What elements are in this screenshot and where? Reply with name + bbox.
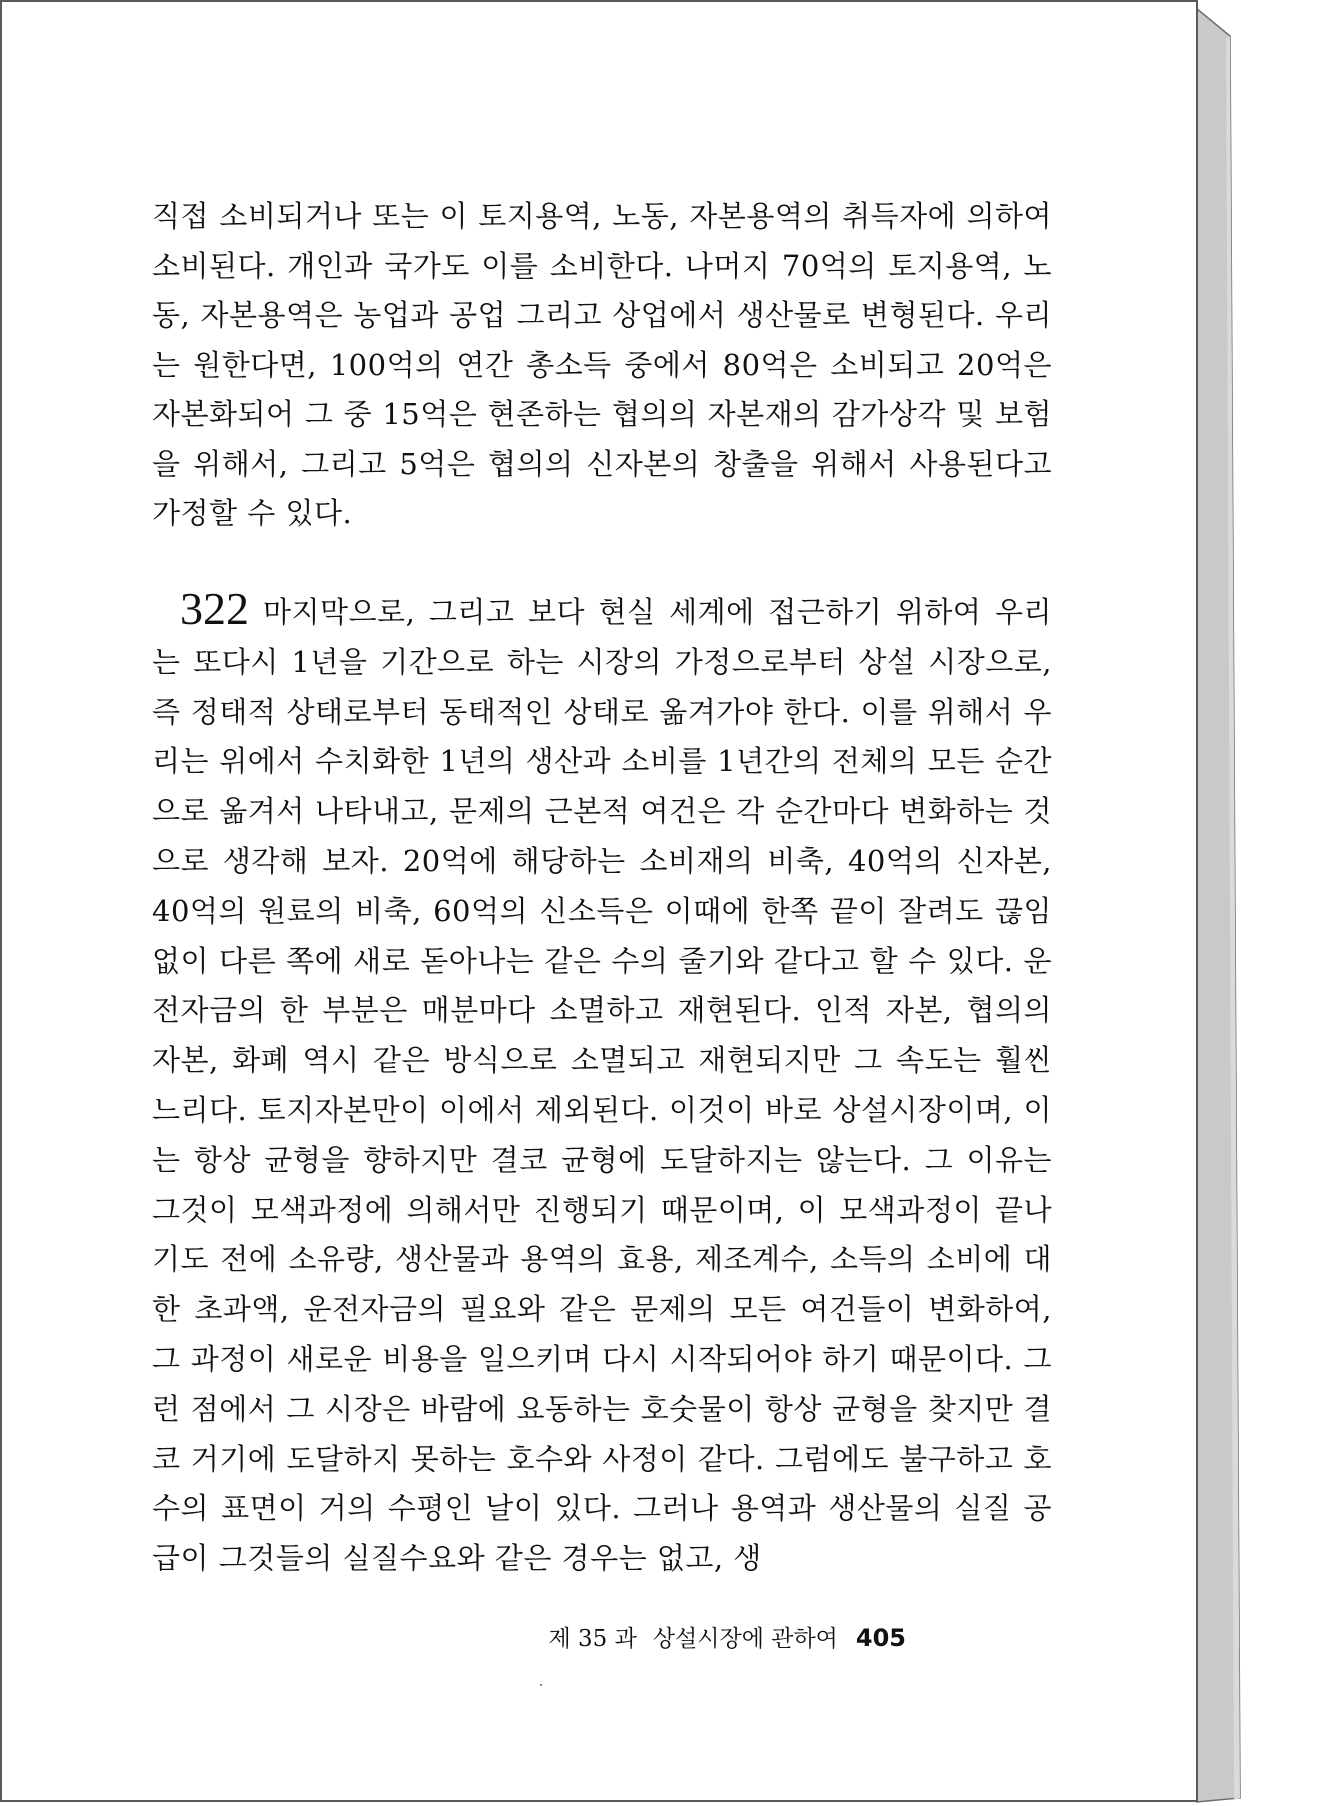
page-stack-shadow xyxy=(1196,8,1340,1806)
page-number: 405 xyxy=(855,1624,906,1652)
paragraph-section-322-text: 마지막으로, 그리고 보다 현실 세계에 접근하기 위하여 우리는 또다시 1년을 기간으로 하는 시장의 가정으로부터 상설 시장으로, 즉 정태적 상태로부터 동태적인 상태로 옮겨가야 한다. 이를 위해서 우리는 위에서 수치화한 1년의 생산과 소비를 1년간의 전체의 모든 순간으로 옮겨서 나타내고, 문제의 근본적 여건은 각 순간마다 변화하는 것으로 생각해 보자. 20억에 해당하는 소비재의 비축, 40억의 신자본, 40억의 원료의 비축, 60억의 신소득은 이때에 한쪽 끝이 잘려도 끊임없이 다른 쪽에 새로 돋아나는 같은 수의 줄기와 같다고 할 수 있다. 운전자금의 한 부분은 매분마다 소멸하고 재현된다. 인적 자본, 협의의 자본, 화폐 역시 같은 방식으로 소멸되고 재현되지만 그 속도는 훨씬 느리다. 토지자본만이 이에서 제외된다. 이것이 바로 상설시장이며, 이는 항상 균형을 향하지만 결코 균형에 도달하지는 않는다. 그 이유는 그것이 모색과정에 의해서만 진행되기 때문이며, 이 모색과정이 끝나기도 전에 소유량, 생산물과 용역의 효용, 제조계수, 소득의 소비에 대한 초과액, 운전자금의 필요와 같은 문제의 모든 여건들이 변화하여, 그 과정이 새로운 비용을 일으키며 다시 시작되어야 하기 때문이다. 그런 점에서 그 시장은 바람에 요동하는 호숫물이 항상 균형을 찾지만 결코 거기에 도달하지 못하는 호수와 사정이 같다. 그럼에도 불구하고 호수의 표면이 거의 수평인 날이 있다. 그러나 용역과 생산물의 실질 공급이 그것들의 실질수요와 같은 경우는 없고, 생 xyxy=(152,595,1052,1576)
scan-speck xyxy=(540,1684,542,1686)
running-footer xyxy=(549,1620,907,1653)
footer-chapter: 제 35 과 xyxy=(548,1626,637,1652)
section-number: 322 xyxy=(180,583,249,634)
footer-title: 상설시장에 관하여 xyxy=(652,1626,838,1652)
paragraph-continued: 직접 소비되거나 또는 이 토지용역, 노동, 자본용역의 취득자에 의하여 소비된다. 개인과 국가도 이를 소비한다. 나머지 70억의 토지용역, 노동, 자본용역은 농업과 공업 그리고 상업에서 생산물로 변형된다. 우리는 원한다면, 100억의 연간 총소득 중에서 80억은 소비되고 20억은 자본화되어 그 중 15억은 현존하는 협의의 자본재의 감가상각 및 보험을 위해서, 그리고 5억은 협의의 신자본의 창출을 위해서 사용된다고 가정할 수 있다. xyxy=(152,199,1052,530)
paragraph-section-322 xyxy=(152,582,1052,1584)
